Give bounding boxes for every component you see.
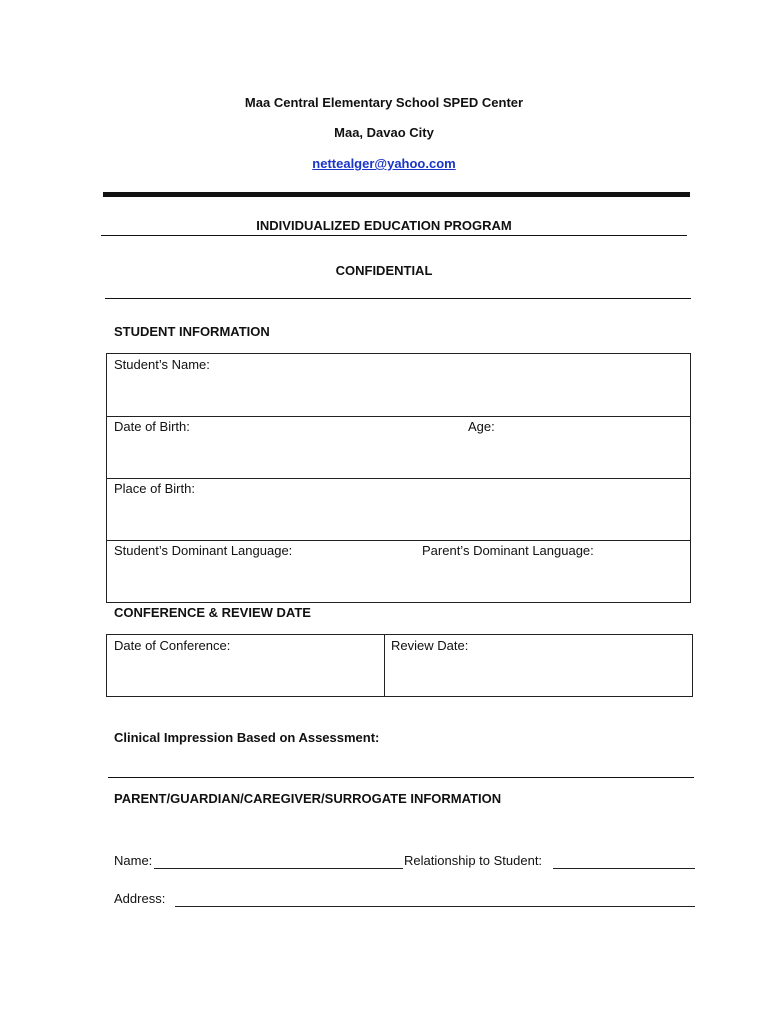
document-title: INDIVIDUALIZED EDUCATION PROGRAM — [256, 218, 512, 233]
dob-row[interactable] — [107, 417, 690, 479]
confidential-divider — [105, 298, 691, 299]
student-language-label: Student’s Dominant Language: — [114, 543, 293, 558]
conference-date-label: Date of Conference: — [114, 638, 231, 653]
address-field[interactable] — [175, 906, 695, 907]
header-thick-divider — [103, 192, 690, 197]
relationship-label: Relationship to Student: — [404, 853, 543, 868]
student-name-row[interactable] — [107, 354, 690, 417]
age-label: Age: — [468, 419, 495, 434]
address-label: Address: — [114, 891, 166, 906]
student-info-table — [106, 353, 691, 603]
review-date-cell[interactable] — [385, 635, 692, 696]
clinical-impression-line[interactable] — [108, 777, 694, 778]
clinical-impression-label: Clinical Impression Based on Assessment: — [114, 730, 380, 745]
dob-label: Date of Birth: — [114, 419, 190, 434]
parent-name-label: Name: — [114, 853, 153, 868]
conference-date-cell[interactable] — [107, 635, 385, 696]
confidential-label: CONFIDENTIAL — [335, 263, 433, 278]
pob-row[interactable] — [107, 479, 690, 541]
relationship-field[interactable] — [553, 868, 695, 869]
title-underline — [101, 235, 687, 236]
student-info-heading: STUDENT INFORMATION — [114, 324, 270, 339]
conference-table — [106, 634, 693, 697]
review-date-label: Review Date: — [391, 638, 469, 653]
school-name: Maa Central Elementary School SPED Center — [244, 95, 524, 110]
contact-email-link[interactable]: nettealger@yahoo.com — [312, 156, 456, 171]
parent-language-label: Parent’s Dominant Language: — [422, 543, 594, 558]
language-row[interactable] — [107, 541, 690, 602]
conference-heading: CONFERENCE & REVIEW DATE — [114, 605, 311, 620]
student-name-label: Student’s Name: — [114, 357, 210, 372]
school-location: Maa, Davao City — [334, 125, 434, 140]
parent-name-field[interactable] — [154, 868, 403, 869]
pob-label: Place of Birth: — [114, 481, 195, 496]
parent-info-heading: PARENT/GUARDIAN/CAREGIVER/SURROGATE INFORMATION — [114, 791, 502, 806]
